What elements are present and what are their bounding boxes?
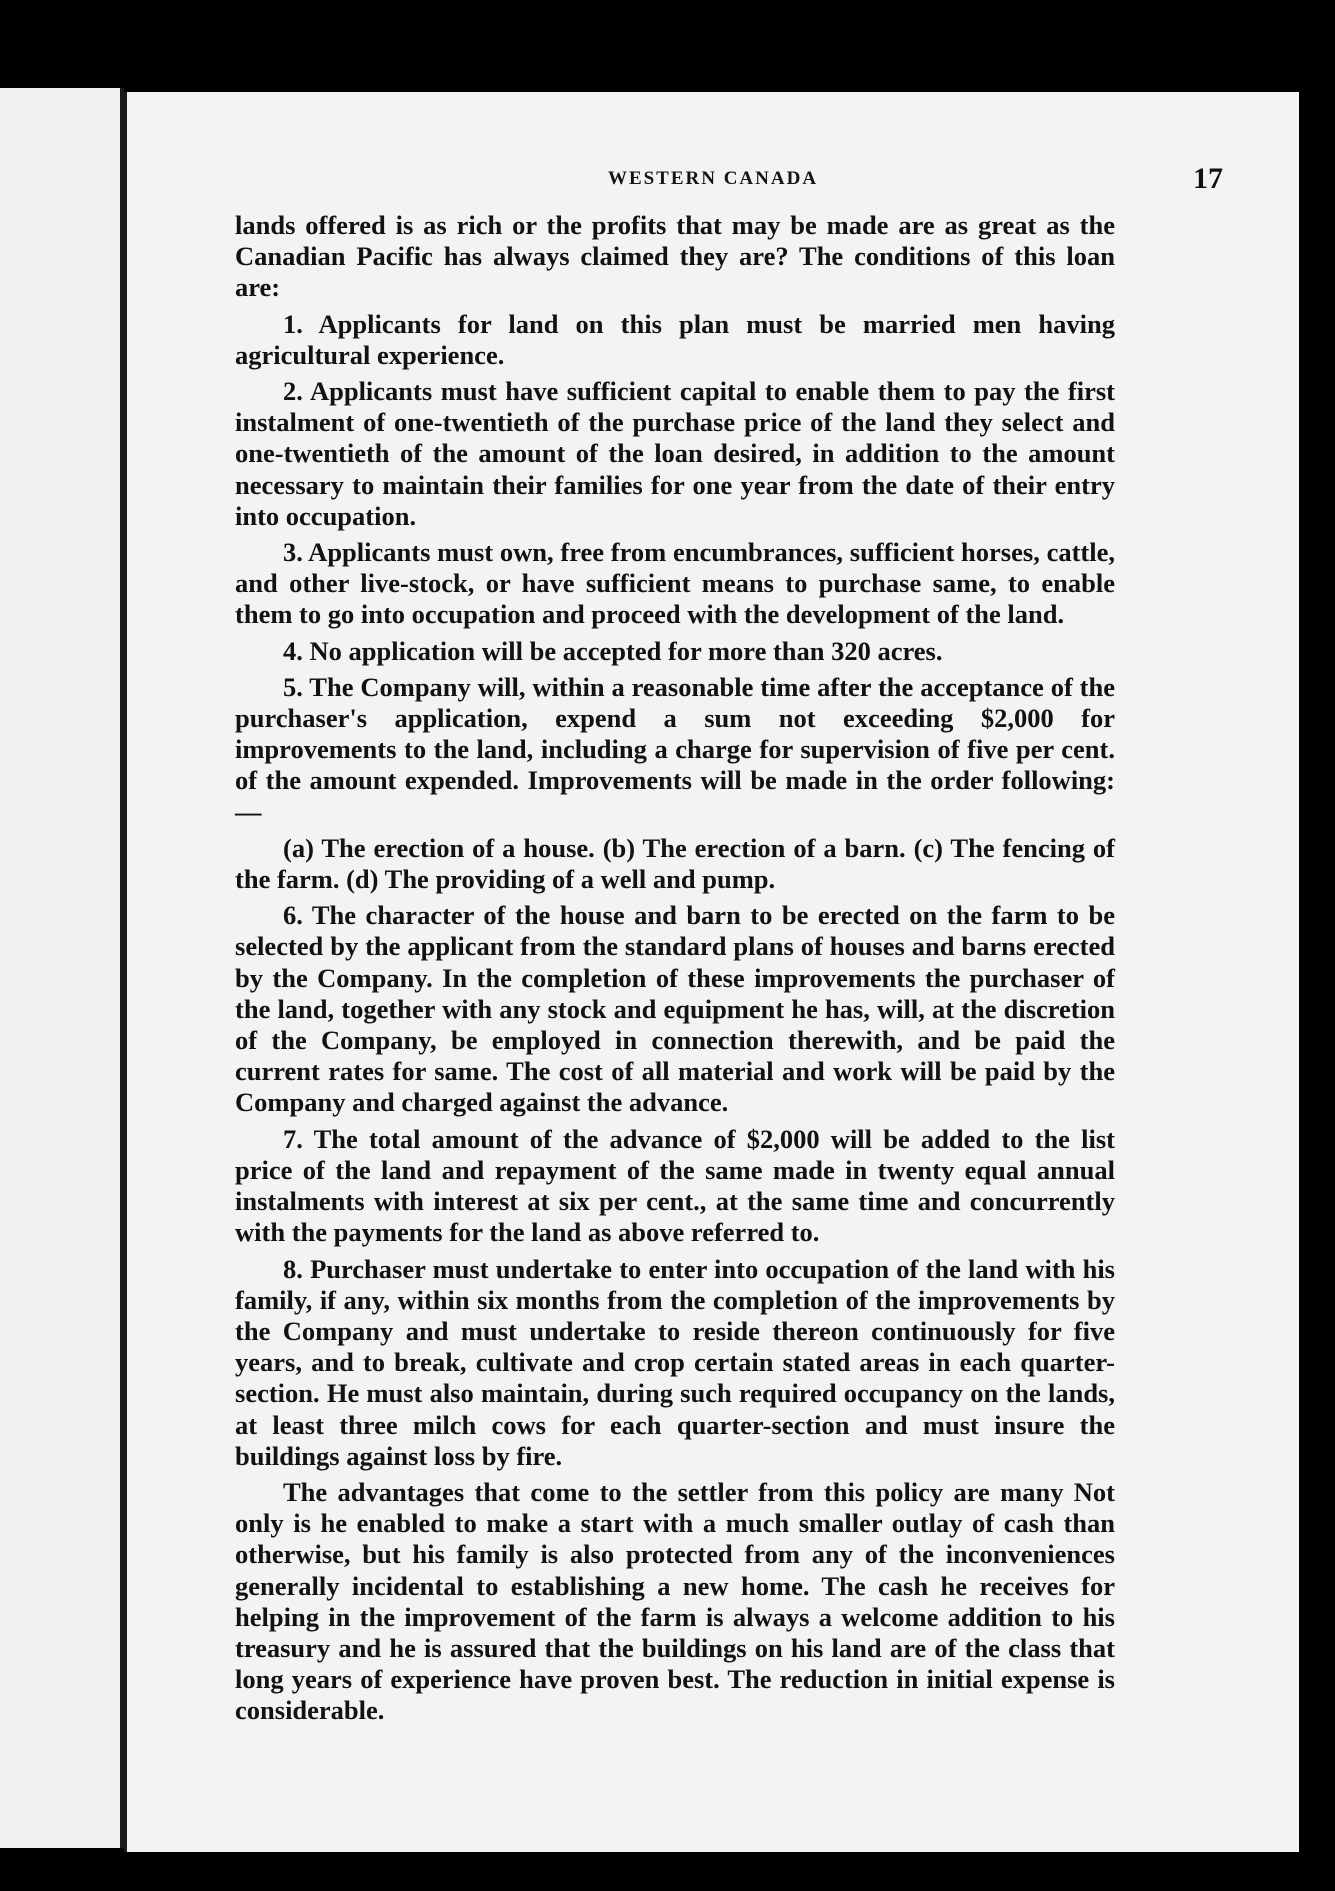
condition-1: 1. Applicants for land on this plan must be married men having agricultural experience.: [235, 308, 1115, 370]
condition-6: 6. The character of the house and barn to be erected on the farm to be selected by the applicant from the standard plans of houses and barns erected by the Company. In the completion of these improvements the purchaser of the land, together with any stock and equipment he has, will, at the discretion of the Company, be employed in connection therewith, and be paid the current rates for same. The cost of all material and work will be paid by the Company and charged against the advance.: [235, 900, 1115, 1118]
page-number: 17: [1193, 162, 1223, 195]
book-page: [124, 92, 1299, 1852]
body-text: [235, 210, 1115, 1732]
condition-2: 2. Applicants must have sufficient capital to enable them to pay the first instalment of one-twentieth of the purchase price of the land they select and one-twentieth of the amount of the loan desired, in addition to the amount necessary to maintain their families for one year from the date of their entry into occupation.: [235, 376, 1115, 531]
running-title: WESTERN CANADA: [607, 168, 819, 189]
running-head: [127, 162, 1299, 204]
condition-8: 8. Purchaser must undertake to enter into occupation of the land with his family, if any, within six months from the completion of the improvements by the Company and must undertake to reside thereon continuously for five years, and to break, cultivate and crop certain stated areas in each quarter-section. He must also maintain, during such required occupancy on the lands, at least three milch cows for each quarter-section and must insure the buildings against loss by fire.: [235, 1253, 1115, 1471]
closing-paragraph: The advantages that come to the settler from this policy are many Not only is he enabled to make a start with a much smaller outlay of cash than otherwise, but his family is also protected from any of the inconveniences generally incidental to establishing a new home. The cash he receives for helping in the improvement of the farm is always a welcome addition to his treasury and he is assured that the buildings on his land are of the class that long years of experience have proven best. The reduction in initial expense is considerable.: [235, 1476, 1115, 1726]
condition-7: 7. The total amount of the advance of $2,000 will be added to the list price of the land and repayment of the same made in twenty equal annual instalments with interest at six per cent., at the same time and concurrently with the payments for the land as above referred to.: [235, 1123, 1115, 1248]
improvements-list: (a) The erection of a house. (b) The erection of a barn. (c) The fencing of the farm. (d) The providing of a well and pump.: [235, 832, 1115, 895]
condition-5: 5. The Company will, within a reasonable time after the acceptance of the purchaser's application, expend a sum not exceeding $2,000 for improvements to the land, including a charge for supervision of five per cent. of the amount expended. Improvements will be made in the order following:—: [235, 671, 1115, 827]
condition-3: 3. Applicants must own, free from encumbrances, sufficient horses, cattle, and other live-stock, or have sufficient means to purchase same, to enable them to go into occupation and proceed with the development of the land.: [235, 537, 1115, 630]
paragraph-continuation: lands offered is as rich or the profits that may be made are as great as the Canadian Pacific has always claimed they are? The conditions of this loan are:: [235, 210, 1115, 303]
facing-page-edge: [0, 88, 124, 1848]
condition-4: 4. No application will be accepted for more than 320 acres.: [283, 635, 943, 666]
